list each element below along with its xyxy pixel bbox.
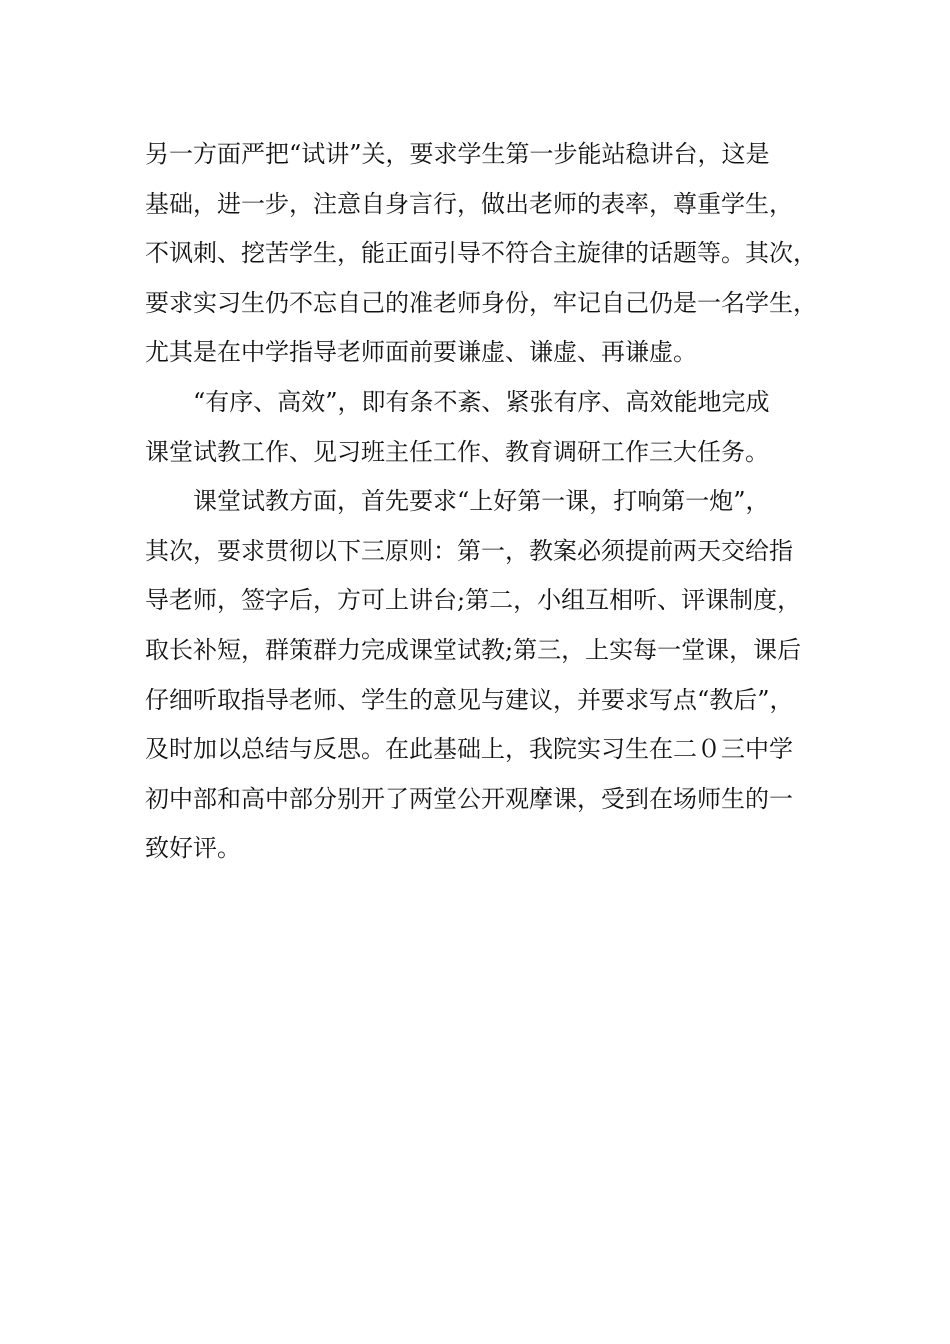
text-line: 另一方面严把“试讲”关，要求学生第一步能站稳讲台，这是: [145, 140, 770, 168]
text-line: 初中部和高中部分别开了两堂公开观摩课，受到在场师生的一: [145, 784, 793, 813]
text-line: 导老师，签字后，方可上讲台;第二，小组互相听、评课制度，: [145, 586, 802, 615]
text-line: 取长补短，群策群力完成课堂试教;第三，上实每一堂课，课后: [145, 635, 802, 664]
text-line: 其次，要求贯彻以下三原则：第一，教案必须提前两天交给指: [145, 536, 793, 565]
body-text: [145, 130, 825, 874]
text-line: 致好评。: [145, 834, 241, 863]
text-line: 仔细听取指导老师、学生的意见与建议，并要求写点“教后”，: [145, 685, 794, 714]
paragraph-start-line: 课堂试教方面，首先要求“上好第一课，打响第一炮”，: [193, 487, 770, 516]
text-line: 不讽刺、挖苦学生，能正面引导不符合主旋律的话题等。其次，: [145, 239, 817, 268]
text-line: 及时加以总结与反思。在此基础上，我院实习生在二０三中学: [145, 735, 793, 764]
text-line: 课堂试教工作、见习班主任工作、教育调研工作三大任务。: [145, 437, 769, 466]
text-line: 基础，进一步，注意自身言行，做出老师的表率，尊重学生，: [145, 189, 793, 218]
paragraph-start-line: “有序、高效”，即有条不紊、紧张有序、高效能地完成: [193, 387, 770, 416]
text-line: 要求实习生仍不忘自己的准老师身份，牢记自己仍是一名学生，: [145, 288, 817, 317]
text-line: 尤其是在中学指导老师面前要谦虚、谦虚、再谦虚。: [145, 338, 697, 367]
